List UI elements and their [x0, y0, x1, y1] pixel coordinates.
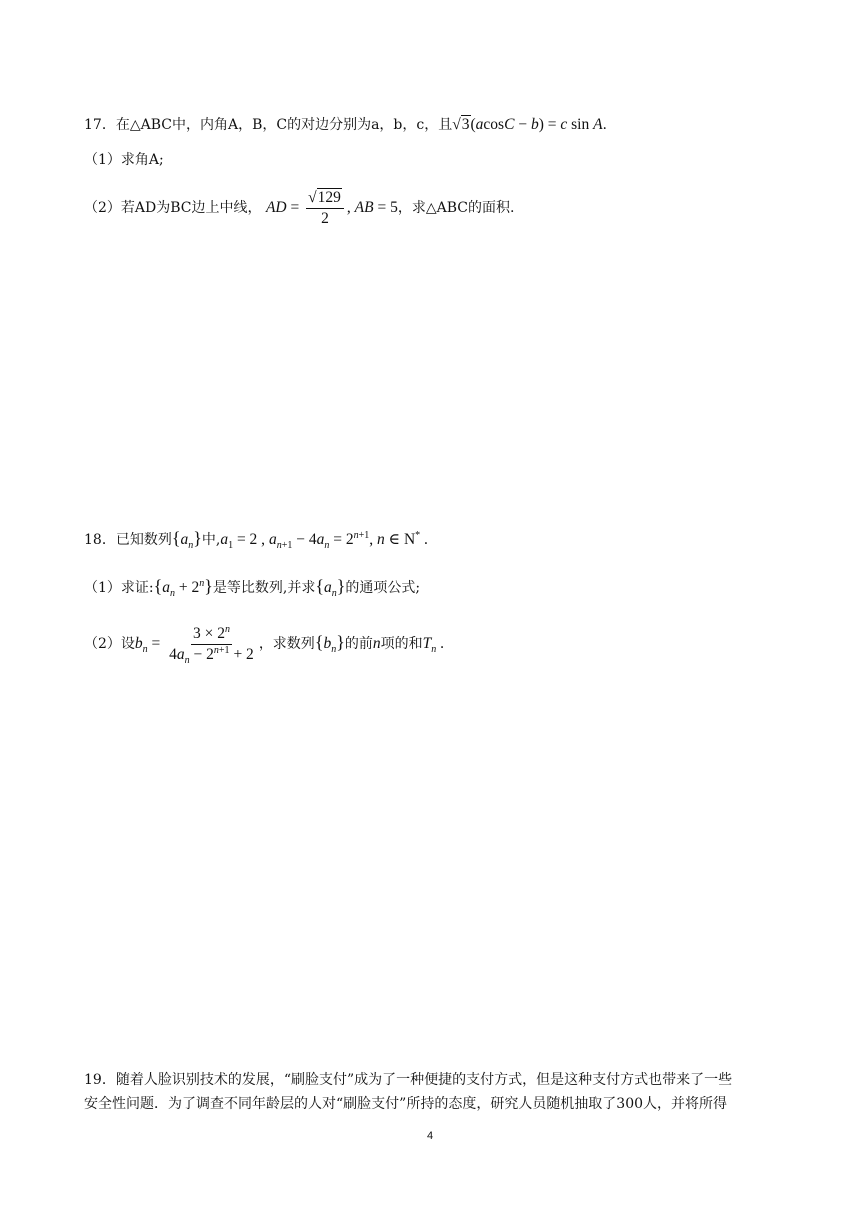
q17-end: .: [602, 117, 607, 133]
q19-text-line1: 随着人脸识别技术的发展，“刷脸支付”成为了一种便捷的支付方式，但是这种支付方式也带来了一些: [115, 1072, 733, 1088]
q18-part2: [84, 624, 444, 665]
q17-equation: √3(acosC − b) = c sin A: [452, 116, 603, 133]
q17-part2-prefix: （2）若AD为BC边上中线，: [84, 200, 262, 217]
q18-stem-prefix: 已知数列: [115, 532, 172, 548]
q18-number: 18．: [84, 532, 116, 548]
q18-part2-tn: $T_n$ .: [422, 635, 444, 656]
q19-line2: 安全性问题．为了调查不同年龄层的人对“刷脸支付”所持的态度，研究人员随机抽取了300人，并将所得: [84, 1096, 728, 1112]
q18-part2-sequence: $\{b_n\}$: [314, 632, 345, 656]
q17-part2-given: AD = $\frac{√129}{2}$ , AB = 5: [265, 189, 398, 227]
q18-part1-suffix: 的通项公式;: [345, 580, 421, 596]
q17-stem: [84, 115, 607, 135]
q18-stem-mid: 中,: [201, 532, 221, 548]
q18-part1-sequence2: $\{a_n\}$: [315, 576, 346, 600]
q18-part2-suffix-a: 的前: [344, 636, 373, 653]
q17-part1: （1）求角A;: [84, 152, 164, 168]
q19-line1: [84, 1068, 779, 1092]
q18-sequence: $\{a_n\}$: [171, 528, 202, 552]
q19-text: [84, 1068, 779, 1116]
page-number: 4: [426, 1130, 434, 1142]
q18-part2-definition: $b_n$ = $\frac{3 \times 2^n}{4a_n - 2^{n+1} + 2}$: [134, 623, 254, 667]
q18-part1: [84, 576, 420, 598]
q18-stem: [84, 528, 428, 550]
q17-part2-suffix: ，求△ABC的面积.: [397, 200, 515, 217]
q18-part2-prefix: （2）设: [84, 636, 135, 653]
q18-part1-sequence: $\{a_n + 2^n\}$: [153, 576, 213, 600]
q17-part2: [84, 188, 514, 229]
q17-number: 17．: [84, 117, 116, 133]
q18-part1-mid: 是等比数列,并求: [212, 580, 316, 596]
q18-bn-fraction: $\frac{3 \times 2^n}{4a_n - 2^{n+1} + 2}$: [169, 623, 254, 667]
q18-part2-suffix-b: 项的和: [380, 636, 423, 653]
q17-stem-text: 在△ABC中，内角A，B，C的对边分别为a，b，c，且: [115, 117, 453, 133]
q17-ad-fraction: $\frac{√129}{2}$: [306, 188, 344, 229]
q18-part2-n: n: [372, 635, 381, 653]
q18-conditions: $a_1 = 2$ , $a_{n+1} - 4a_n = 2^{n+1}$, n ∈ N* .: [220, 529, 428, 552]
q19-number: 19．: [84, 1072, 116, 1088]
q18-part1-prefix: （1）求证:: [84, 580, 154, 596]
q18-part2-mid: ，求数列: [258, 636, 315, 653]
